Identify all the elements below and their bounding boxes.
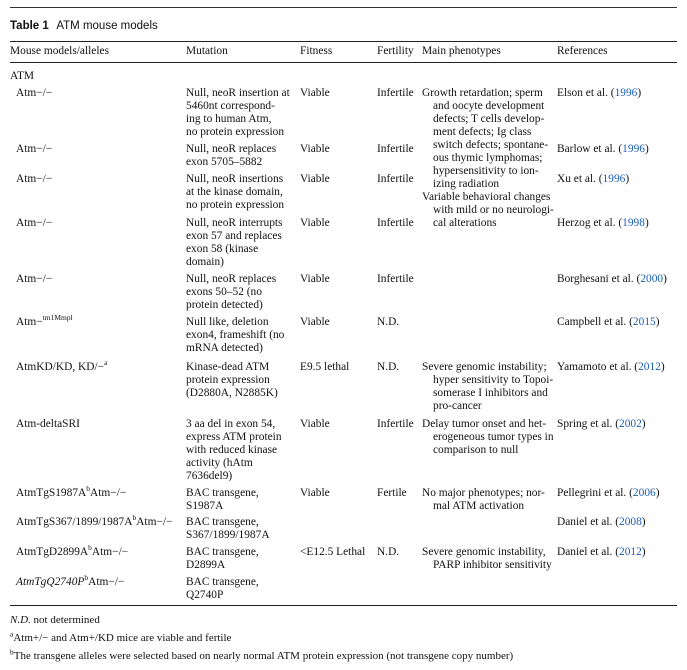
reference-cell: Borghesani et al. (2000): [557, 273, 667, 285]
reference-year-link[interactable]: 1996: [614, 87, 638, 99]
header-top-rule: [10, 41, 677, 42]
reference-year-link[interactable]: 1998: [622, 217, 645, 229]
fertility-cell: N.D.: [377, 316, 400, 328]
reference-cell: Xu et al. (1996): [557, 173, 630, 185]
null-phenotypes-cell: Growth retardation; sperm and oocyte development defects; T cells develop- ment defects; Ig class switch defects; spontane- ous thymic lymphomas; hypersensitivity to ion- izing radiation Variable behavioral changes with mild or no neurologi- cal alterations: [422, 87, 554, 229]
fertility-cell: Infertile: [377, 418, 414, 430]
fitness-cell: Viable: [300, 87, 330, 99]
model-cell: Atm−/−: [16, 273, 53, 285]
table-title: ATM mouse models: [56, 20, 158, 32]
fitness-cell: Viable: [300, 487, 330, 499]
model-cell: $AtmTgS1987A^bAtm-/-$: [16, 484, 127, 499]
reference-year-link[interactable]: 2015: [632, 316, 656, 328]
header-mutation: Mutation: [186, 45, 228, 57]
mutation-cell: Null, neoR replaces exon 5705–5882: [186, 143, 277, 168]
model-cell: Atm−$^{tm1Mmpl}$: [16, 313, 73, 328]
table-label: Table 1: [10, 20, 49, 32]
mutation-cell: Null like, deletion exon4, frameshift (no mRNA detected): [186, 316, 285, 354]
reference-year-link[interactable]: 2000: [640, 273, 664, 285]
fitness-cell: Viable: [300, 273, 330, 285]
reference-year-link[interactable]: 1996: [602, 173, 626, 185]
footnote-a: $^a$Atm+/− and Atm+/KD mice are viable and fertile: [10, 629, 232, 644]
mutation-cell: 3 aa del in exon 54, express ATM protein with reduced kinase activity (hAtm 7636del9): [186, 418, 282, 482]
model-cell: AtmKD/KD, KD/−$^a$: [16, 358, 108, 373]
phenotypes-cell: No major phenotypes; nor- mal ATM activation: [422, 487, 545, 512]
model-cell: $AtmTgS367/1899/1987A^bAtm-/-$: [16, 513, 173, 528]
reference-cell: Yamamoto et al. (2012): [557, 361, 665, 373]
fitness-cell: Viable: [300, 143, 330, 155]
model-cell: $AtmTgD2899A^bAtm-/-$: [16, 543, 129, 558]
header-fitness: Fitness: [300, 45, 333, 57]
header-bottom-rule: [10, 62, 677, 63]
mutation-cell: BAC transgene, S1987A: [186, 487, 259, 512]
model-cell: Atm−/−: [16, 87, 53, 99]
page-top-rule: [10, 7, 677, 8]
reference-year-link[interactable]: 2012: [619, 546, 642, 558]
group-label: ATM: [10, 70, 35, 82]
mutation-cell: Null, neoR insertion at 5460nt correspond- ing to human Atm, no protein expression: [186, 87, 290, 138]
fertility-cell: Infertile: [377, 217, 414, 229]
reference-year-link[interactable]: 2008: [619, 516, 642, 528]
fertility-cell: N.D.: [377, 361, 400, 373]
reference-cell: Pellegrini et al. (2006): [557, 487, 660, 499]
model-cell: $AtmTgQ2740P^bAtm-/-$: [16, 573, 125, 588]
fertility-cell: N.D.: [377, 546, 400, 558]
fertility-cell: Fertile: [377, 487, 407, 499]
header-fertility: Fertility: [377, 45, 414, 57]
mutation-cell: Null, neoR interrupts exon 57 and replaces exon 58 (kinase domain): [186, 217, 283, 268]
reference-cell: Barlow et al. (1996): [557, 143, 649, 155]
fitness-cell: E9.5 lethal: [300, 361, 350, 373]
fitness-cell: Viable: [300, 418, 330, 430]
header-references: References: [557, 45, 608, 57]
phenotypes-cell: Severe genomic instability; hyper sensitivity to Topoi- somerase I inhibitors and pro-cancer: [422, 361, 554, 412]
model-cell: Atm−/−: [16, 143, 53, 155]
fertility-cell: Infertile: [377, 273, 414, 285]
model-cell: Atm-deltaSRI: [16, 418, 80, 430]
fitness-cell: Viable: [300, 316, 330, 328]
reference-year-link[interactable]: 2002: [619, 418, 642, 430]
fitness-cell: Viable: [300, 217, 330, 229]
fitness-cell: <E12.5 Lethal: [300, 546, 366, 558]
table-bottom-rule: [10, 605, 677, 606]
reference-cell: Daniel et al. (2012): [557, 546, 646, 558]
fitness-cell: Viable: [300, 173, 330, 185]
reference-cell: Daniel et al. (2008): [557, 516, 646, 528]
model-cell: Atm−/−: [16, 173, 53, 185]
reference-year-link[interactable]: 2012: [638, 361, 661, 373]
mutation-cell: Null, neoR replaces exons 50–52 (no protein detected): [186, 273, 277, 311]
fertility-cell: Infertile: [377, 143, 414, 155]
model-cell: Atm−/−: [16, 217, 53, 229]
reference-cell: Herzog et al. (1998): [557, 217, 649, 229]
reference-cell: Spring et al. (2002): [557, 418, 646, 430]
reference-cell: Elson et al. (1996): [557, 87, 642, 99]
footnote-b: $^b$The transgene alleles were selected based on nearly normal ATM protein expression (not transgene copy number): [10, 647, 514, 662]
phenotypes-cell: Severe genomic instability, PARP inhibitor sensitivity: [422, 546, 552, 571]
mutation-cell: Kinase-dead ATM protein expression (D2880A, N2885K): [186, 361, 278, 399]
footnote-nd: N.D. not determined: [10, 614, 100, 626]
mutation-cell: BAC transgene, Q2740P: [186, 576, 259, 601]
header-models: Mouse models/alleles: [10, 45, 110, 57]
header-phenotypes: Main phenotypes: [422, 45, 501, 57]
mutation-cell: Null, neoR insertions at the kinase domain, no protein expression: [186, 173, 285, 211]
fertility-cell: Infertile: [377, 173, 414, 185]
reference-year-link[interactable]: 1996: [622, 143, 645, 155]
reference-cell: Campbell et al. (2015): [557, 316, 660, 328]
table-caption: [10, 20, 158, 32]
mutation-cell: BAC transgene, D2899A: [186, 546, 259, 571]
phenotypes-cell: Delay tumor onset and het- erogeneous tumor types in comparison to null: [422, 418, 554, 456]
mutation-cell: BAC transgene, S367/1899/1987A: [186, 516, 270, 541]
fertility-cell: Infertile: [377, 87, 414, 99]
reference-year-link[interactable]: 2006: [632, 487, 656, 499]
